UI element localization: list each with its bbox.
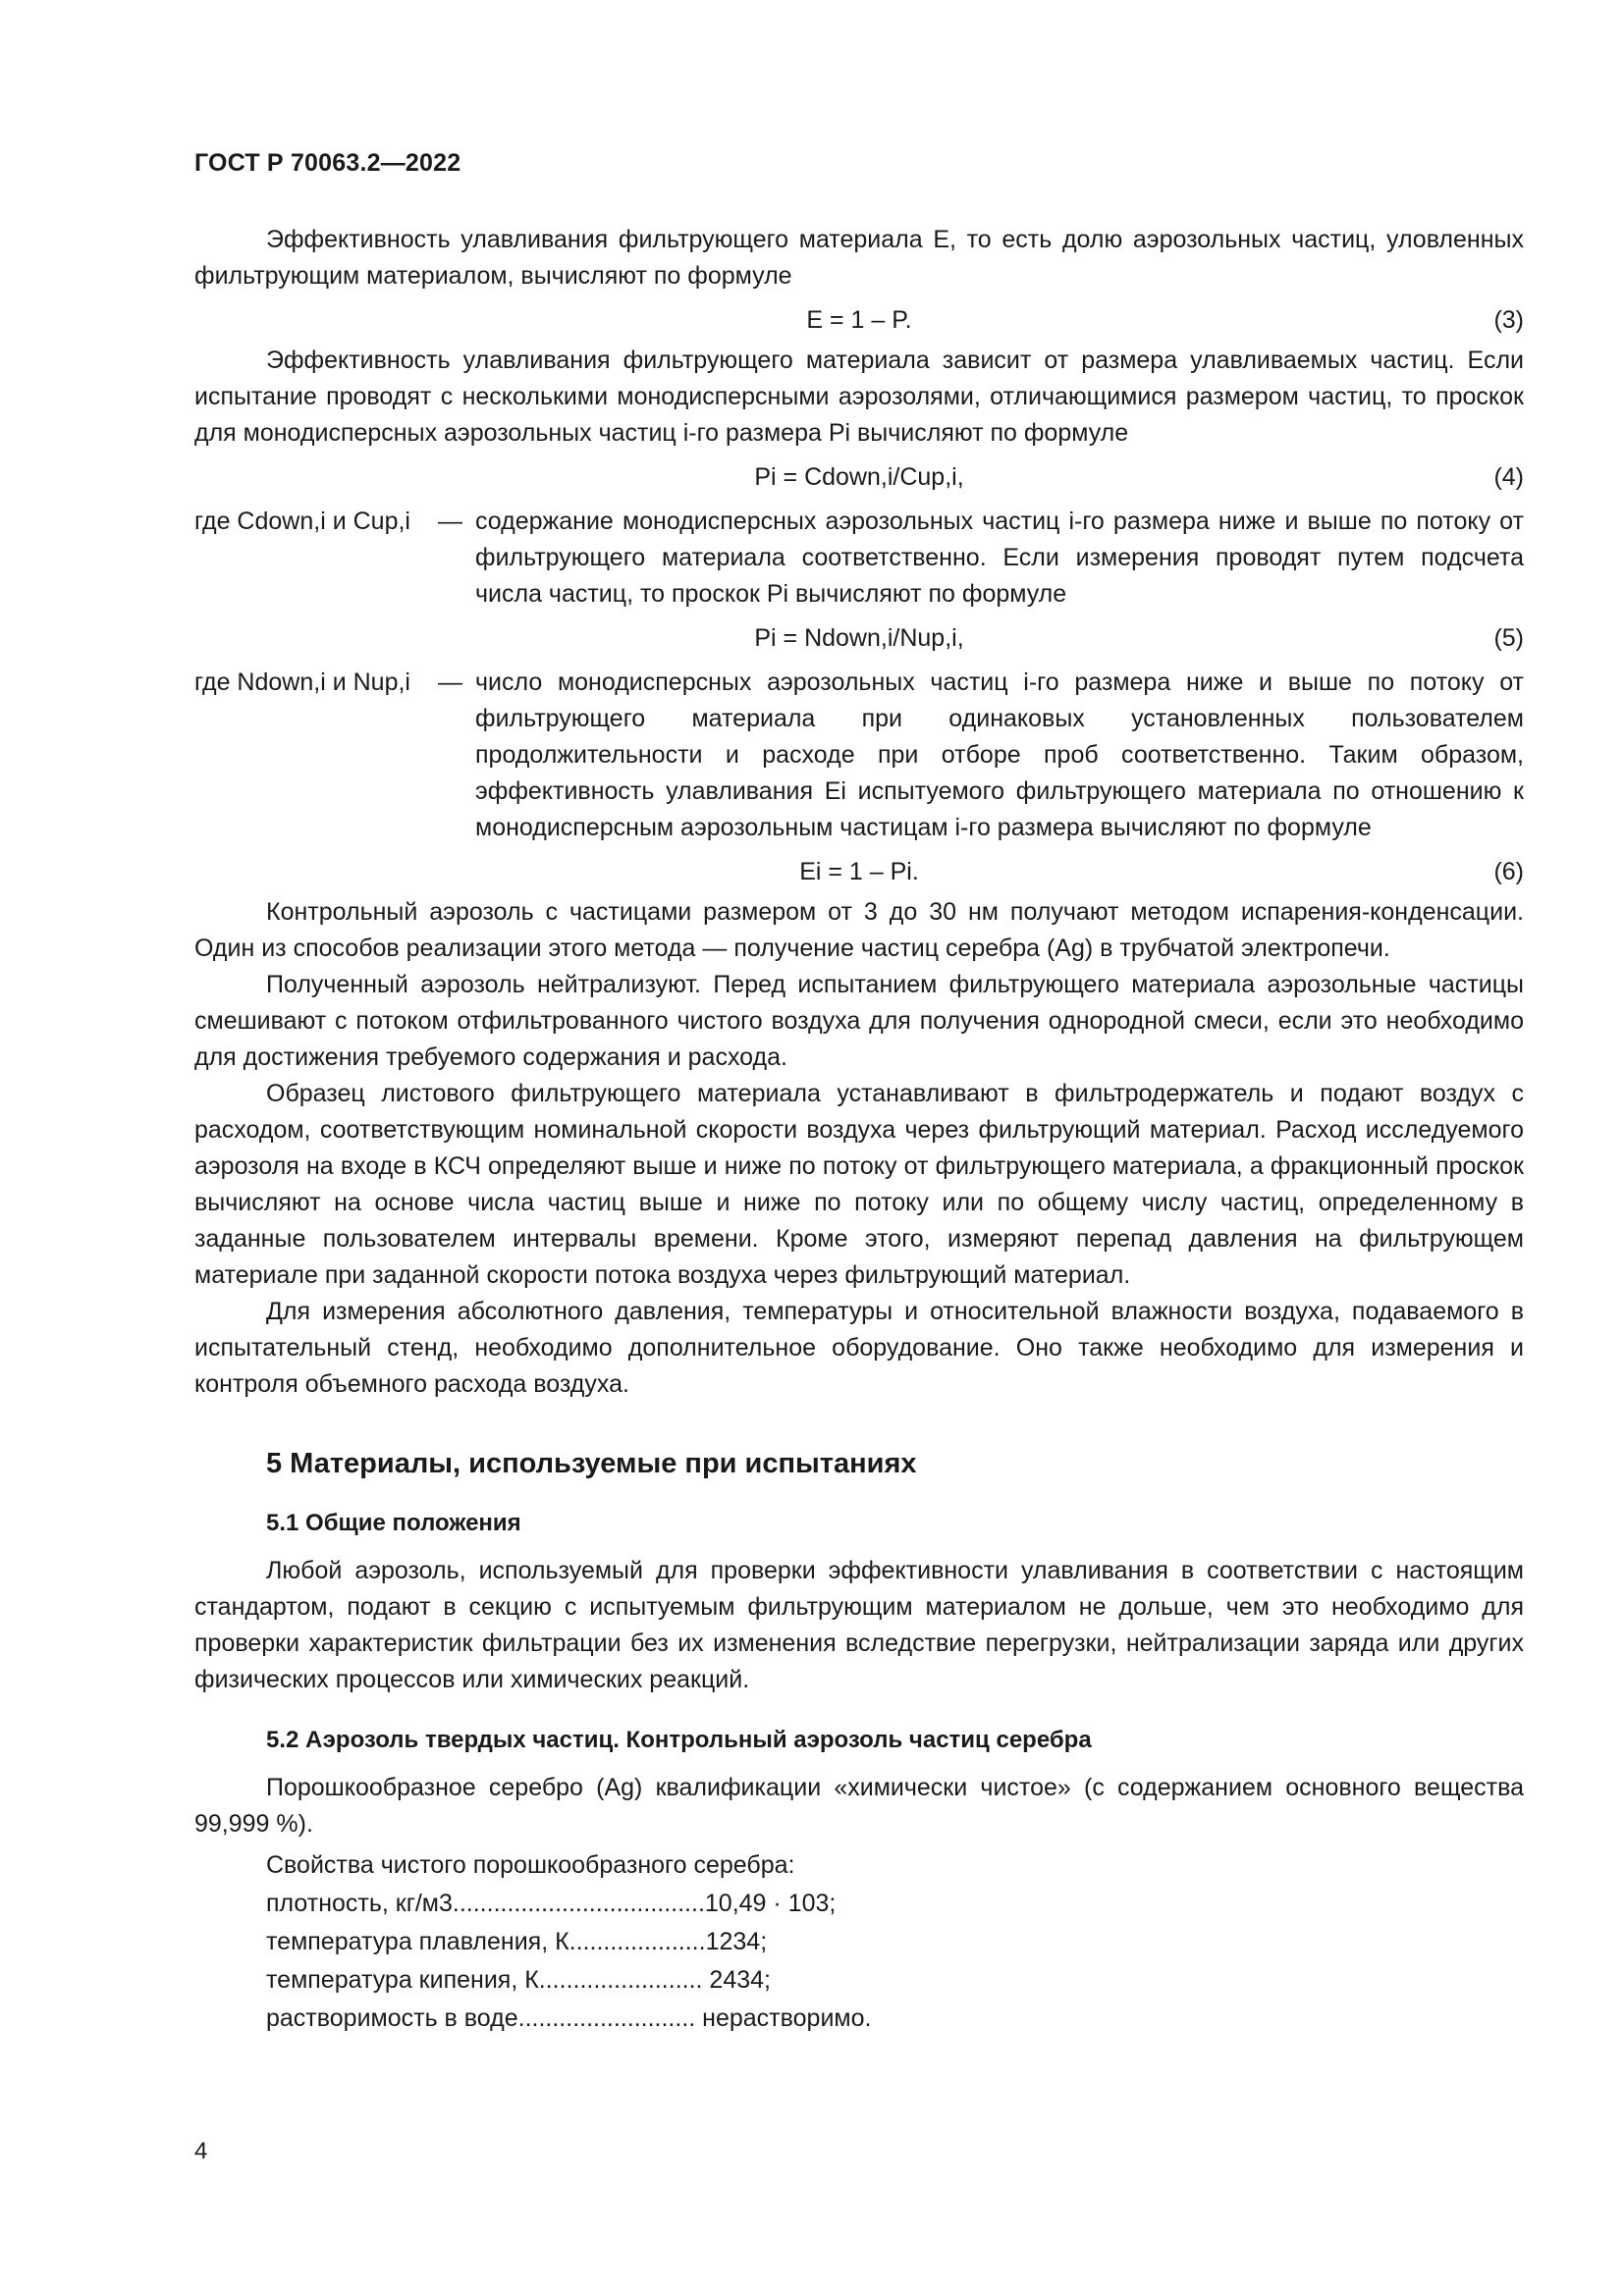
section-heading: 5 Материалы, используемые при испытаниях bbox=[266, 1448, 917, 1479]
property-value: 10,49 · 103; bbox=[704, 1890, 837, 1917]
leader-dots: ........................ bbox=[538, 1966, 703, 1994]
page-number: 4 bbox=[194, 2138, 208, 2164]
where-dash: — bbox=[438, 507, 462, 535]
paragraph: Эффективность улавливания фильтрующего материала Е, то есть долю аэрозольных частиц, уловленных фильтрующим материалом, вычисляют по формуле bbox=[194, 226, 1524, 290]
property-label: растворимость в воде bbox=[266, 2004, 518, 2032]
formula-number: (6) bbox=[1493, 858, 1524, 885]
where-clause bbox=[194, 504, 1524, 613]
formula-5 bbox=[194, 616, 1524, 661]
leader-dots: .................... bbox=[568, 1928, 706, 1955]
property-row bbox=[266, 2000, 1524, 2038]
document-header: ГОСТ Р 70063.2—2022 bbox=[194, 149, 461, 177]
property-value: нерастворимо. bbox=[695, 2004, 872, 2032]
formula-expression: Pi = Ndown,i/Nup,i, bbox=[754, 624, 964, 652]
where-dash: — bbox=[438, 668, 462, 696]
property-row bbox=[266, 1923, 1524, 1961]
formula-expression: E = 1 – P. bbox=[806, 306, 912, 334]
property-label: температура плавления, К bbox=[266, 1928, 569, 1955]
leader-dots: .......................... bbox=[517, 2004, 696, 2032]
where-definition: содержание монодисперсных аэрозольных частиц i-го размера ниже и выше по потоку от фильтрующего материала соответственно. Если измерения проводят путем подсчета числа частиц, то проскок Pi вычисляют по формуле bbox=[475, 507, 1524, 608]
formula-6 bbox=[194, 850, 1524, 894]
subsection-heading: 5.2 Аэрозоль твердых частиц. Контрольный аэрозоль частиц серебра bbox=[266, 1727, 1092, 1753]
paragraph: Любой аэрозоль, используемый для проверки эффективности улавливания в соответствии с настоящим стандартом, подают в секцию с испытуемым фильтрующим материалом не дольше, чем это необходимо для проверки характеристик фильтрации без их изменения вследствие перегрузки, нейтрализации заряда или других физических процессов или химических реакций. bbox=[194, 1557, 1524, 1693]
property-label: плотность, кг/м3 bbox=[266, 1890, 453, 1917]
property-row bbox=[266, 1885, 1524, 1923]
paragraph: Контрольный аэрозоль с частицами размером от 3 до 30 нм получают методом испарения-конденсации. Один из способов реализации этого метода — получение частиц серебра (Ag) в трубчатой электропечи. bbox=[194, 898, 1524, 962]
property-value: 1234; bbox=[705, 1928, 768, 1955]
property-row bbox=[266, 1961, 1524, 2000]
paragraph: Для измерения абсолютного давления, температуры и относительной влажности воздуха, подаваемого в испытательный стенд, необходимо дополнительное оборудование. Оно также необходимо для измерения и контроля объемного расхода воздуха. bbox=[194, 1298, 1524, 1398]
paragraph: Образец листового фильтрующего материала устанавливают в фильтродержатель и подают воздух с расходом, соответствующим номинальной скорости воздуха через фильтрующий материал. Расход исследуемого аэрозоля на входе в КСЧ определяют выше и ниже по потоку от фильтрующего материала, а фракционный проскок вычисляют на основе числа частиц выше и ниже по потоку или по общему числу частиц, определенному в заданные пользователем интервалы времени. Кроме этого, измеряют перепад давления на фильтрующем материале при заданной скорости потока воздуха через фильтрующий материал. bbox=[194, 1080, 1524, 1289]
property-value: 2434; bbox=[702, 1966, 771, 1994]
formula-expression: Ei = 1 – Pi. bbox=[799, 858, 919, 885]
properties-title: Свойства чистого порошкообразного серебра: bbox=[266, 1851, 795, 1879]
where-term: где Ndown,i и Nup,i bbox=[194, 668, 410, 696]
formula-number: (4) bbox=[1493, 463, 1524, 491]
formula-number: (5) bbox=[1493, 624, 1524, 652]
leader-dots: ..................................... bbox=[452, 1890, 705, 1917]
where-definition: число монодисперсных аэрозольных частиц i-го размера ниже и выше по потоку от фильтрующего материала при одинаковых установленных пользователем продолжительности и расходе при отборе проб соответственно. Таким образом, эффективность улавливания Ei испытуемого фильтрующего материала по отношению к монодисперсным аэрозольным частицам i-го размера вычисляют по формуле bbox=[475, 668, 1524, 841]
property-label: температура кипения, К bbox=[266, 1966, 539, 1994]
formula-number: (3) bbox=[1493, 306, 1524, 334]
formula-4 bbox=[194, 455, 1524, 500]
where-term: где Cdown,i и Cup,i bbox=[194, 507, 410, 535]
document-content bbox=[194, 222, 1524, 2038]
formula-expression: Pi = Cdown,i/Cup,i, bbox=[754, 463, 964, 491]
where-clause bbox=[194, 665, 1524, 846]
subsection-heading: 5.1 Общие положения bbox=[266, 1510, 521, 1536]
paragraph: Порошкообразное серебро (Ag) квалификации «химически чистое» (с содержанием основного вещества 99,999 %). bbox=[194, 1774, 1524, 1838]
paragraph: Полученный аэрозоль нейтрализуют. Перед испытанием фильтрующего материала аэрозольные частицы смешивают с потоком отфильтрованного чистого воздуха для получения однородной смеси, если это необходимо для достижения требуемого содержания и расхода. bbox=[194, 971, 1524, 1071]
paragraph: Эффективность улавливания фильтрующего материала зависит от размера улавливаемых частиц. Если испытание проводят с несколькими монодисперсными аэрозолями, отличающимися размером частиц, то проскок для монодисперсных аэрозольных частиц i-го размера Pi вычисляют по формуле bbox=[194, 347, 1524, 447]
formula-3 bbox=[194, 298, 1524, 343]
